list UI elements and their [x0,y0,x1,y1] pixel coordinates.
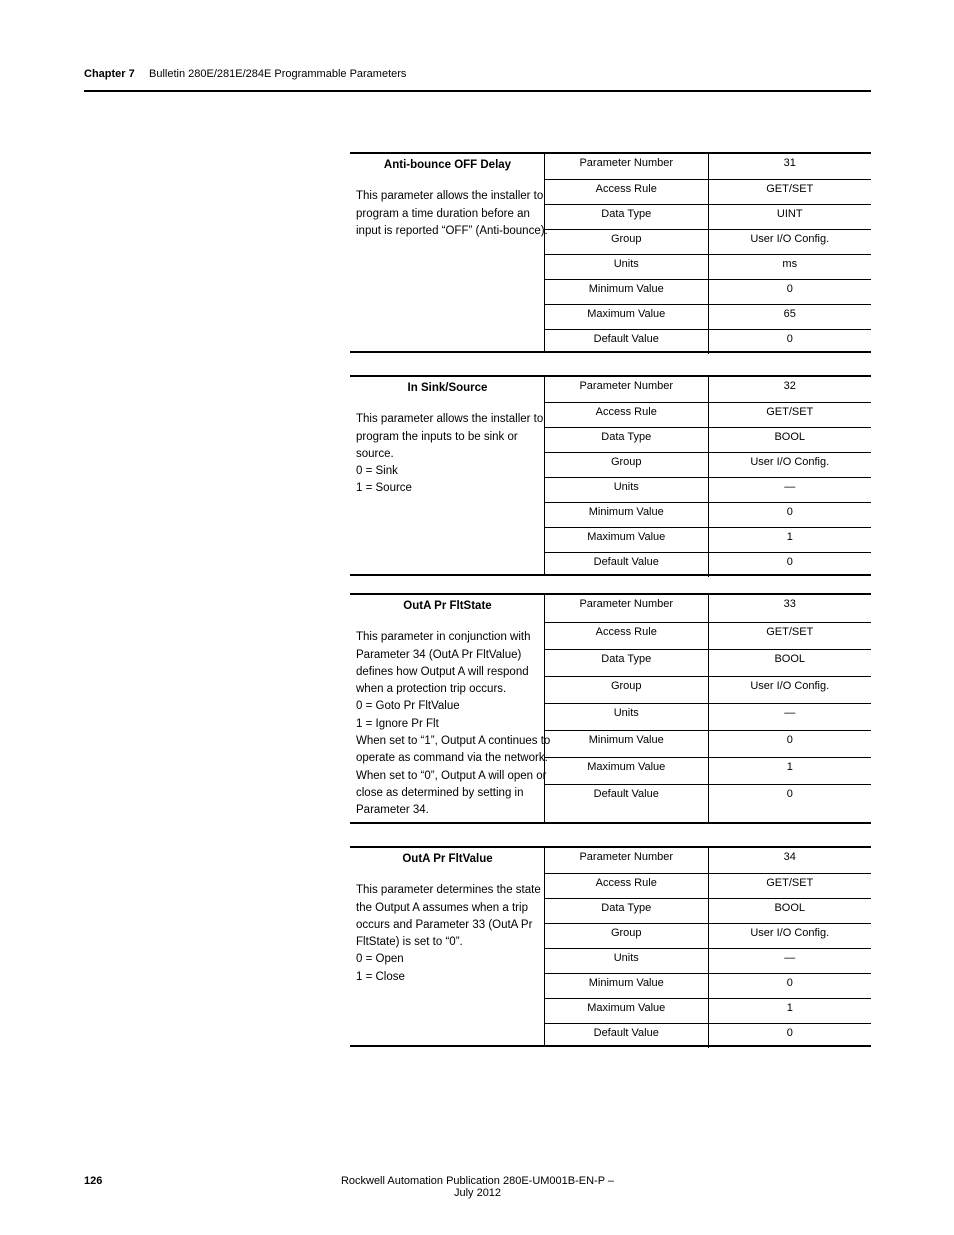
attr-value: — [708,477,871,502]
param-name: In Sink/Source [407,382,488,394]
desc-line: close as determined by setting in [356,786,524,799]
desc-line: Parameter 34 (OutA Pr FltValue) [356,648,522,661]
attr-value: GET/SET [708,873,871,898]
attr-value: 65 [708,304,871,329]
desc-line: program a time duration before an [356,207,530,220]
attr-value: 0 [786,555,793,568]
attr-key: Maximum Value [545,757,708,784]
attr-key: Units [545,254,708,279]
attr-key: Data Type [545,427,708,452]
attr-value: 0 [786,1026,793,1039]
attr-value: 34 [708,848,871,873]
attr-value: 1 [708,998,871,1023]
table-row [545,402,871,427]
table-row [545,229,871,254]
attr-key: Data Type [545,204,708,229]
table-row [545,595,871,622]
attr-value: User I/O Config. [708,676,871,703]
desc-line: operate as command via the network. [356,752,548,765]
attr-value: 0 [708,279,871,304]
table-row [545,1023,871,1048]
attr-value: GET/SET [708,402,871,427]
attr-key: Units [545,703,708,730]
desc-line: defines how Output A will respond [356,665,529,678]
attr-key: Group [545,229,708,254]
attr-value: 33 [708,595,871,622]
attribute-table [545,848,871,1048]
attr-value: 0 [708,730,871,757]
attr-key: Parameter Number [545,595,708,622]
table-row [545,154,871,179]
attr-value: 0 [708,502,871,527]
table-row [545,527,871,552]
param-description [350,154,548,351]
param-description [350,848,545,1045]
param-name: OutA Pr FltValue [402,853,493,865]
table-row [545,784,871,822]
attr-key: Group [545,923,708,948]
table-row [545,649,871,676]
attr-value: 0 [708,973,871,998]
table-row [545,973,871,998]
table-row [545,477,871,502]
param-name: Anti-bounce OFF Delay [383,159,512,171]
desc-line: This parameter in conjunction with [356,631,531,644]
table-row [545,329,871,354]
attr-value: 0 [786,332,793,345]
attr-value: UINT [708,204,871,229]
desc-line: Parameter 34. [356,804,429,817]
param-name: OutA Pr FltState [403,600,492,612]
table-row [545,304,871,329]
chapter-label: Chapter 7 [84,68,135,80]
attr-key: Access Rule [545,622,708,649]
table-row [545,948,871,973]
desc-line: This parameter allows the installer to [356,190,544,203]
table-row [545,254,871,279]
attribute-table [545,595,871,822]
param-description [350,595,551,822]
desc-line: the Output A assumes when a trip [356,901,528,914]
attr-value: User I/O Config. [708,229,871,254]
desc-line: occurs and Parameter 33 (OutA Pr [356,918,533,931]
desc-line: 1 = Source [356,482,412,495]
desc-line: 1 = Ignore Pr Flt [356,717,439,730]
table-row [545,452,871,477]
attr-key: Access Rule [545,179,708,204]
table-row [545,427,871,452]
attr-key: Access Rule [545,402,708,427]
attr-value: 31 [708,154,871,179]
table-row [545,898,871,923]
param-table-34 [350,846,871,1047]
attr-key: Group [545,452,708,477]
attr-value: 32 [708,377,871,402]
table-row [545,703,871,730]
attr-key: Minimum Value [545,730,708,757]
desc-line: When set to “1”, Output A continues to [356,735,551,748]
attr-value: — [708,948,871,973]
attr-value: 1 [708,757,871,784]
attr-key: Minimum Value [545,973,708,998]
desc-line: input is reported “OFF” (Anti-bounce). [356,224,548,237]
table-row [545,923,871,948]
attr-key: Minimum Value [545,279,708,304]
attr-key: Default Value [545,784,708,822]
attr-value: User I/O Config. [708,452,871,477]
attr-key: Data Type [545,898,708,923]
table-row [545,552,871,577]
page-header [84,66,871,92]
param-table-31 [350,152,871,353]
desc-line: This parameter allows the installer to [356,413,544,426]
table-row [545,502,871,527]
table-row [545,179,871,204]
attr-value: GET/SET [708,179,871,204]
attr-value: ms [708,254,871,279]
attr-value: BOOL [708,649,871,676]
table-row [545,873,871,898]
desc-line: FltState) is set to “0”. [356,936,463,949]
attr-value: 1 [708,527,871,552]
table-row [545,730,871,757]
attr-key: Default Value [545,329,708,354]
table-row [545,848,871,873]
attr-key: Default Value [545,552,708,577]
table-row [545,998,871,1023]
table-row [545,622,871,649]
attr-key: Parameter Number [545,377,708,402]
chapter-title: Bulletin 280E/281E/284E Programmable Parameters [149,68,407,80]
desc-line: when a protection trip occurs. [356,683,507,696]
attr-value: — [708,703,871,730]
page-number: 126 [84,1175,103,1187]
attr-value: User I/O Config. [708,923,871,948]
attr-key: Maximum Value [545,998,708,1023]
desc-line: program the inputs to be sink or [356,430,518,443]
attr-key: Group [545,676,708,703]
attr-key: Access Rule [545,873,708,898]
param-description [350,377,545,574]
desc-line: 0 = Sink [356,465,398,478]
attr-value: GET/SET [708,622,871,649]
attribute-table [545,154,871,354]
attr-key: Parameter Number [545,848,708,873]
desc-line: When set to “0”, Output A will open or [356,769,547,782]
attr-value: 0 [786,787,793,800]
attr-key: Maximum Value [545,527,708,552]
attr-key: Data Type [545,649,708,676]
attr-value: BOOL [708,898,871,923]
attr-key: Units [545,477,708,502]
attr-key: Units [545,948,708,973]
table-row [545,204,871,229]
attr-key: Parameter Number [545,154,708,179]
desc-line: This parameter determines the state [356,884,541,897]
attribute-table [545,377,871,577]
desc-line: source. [356,447,394,460]
table-row [545,676,871,703]
attr-key: Minimum Value [545,502,708,527]
desc-line: 0 = Open [356,953,404,966]
table-row [545,279,871,304]
desc-line: 0 = Goto Pr FltValue [356,700,460,713]
table-row [545,377,871,402]
attr-value: BOOL [708,427,871,452]
attr-key: Default Value [545,1023,708,1048]
param-table-33 [350,593,871,824]
table-row [545,757,871,784]
attr-key: Maximum Value [545,304,708,329]
publication-info: Rockwell Automation Publication 280E-UM001B-EN-P – July 2012 [340,1175,615,1199]
param-table-32 [350,375,871,576]
desc-line: 1 = Close [356,970,405,983]
